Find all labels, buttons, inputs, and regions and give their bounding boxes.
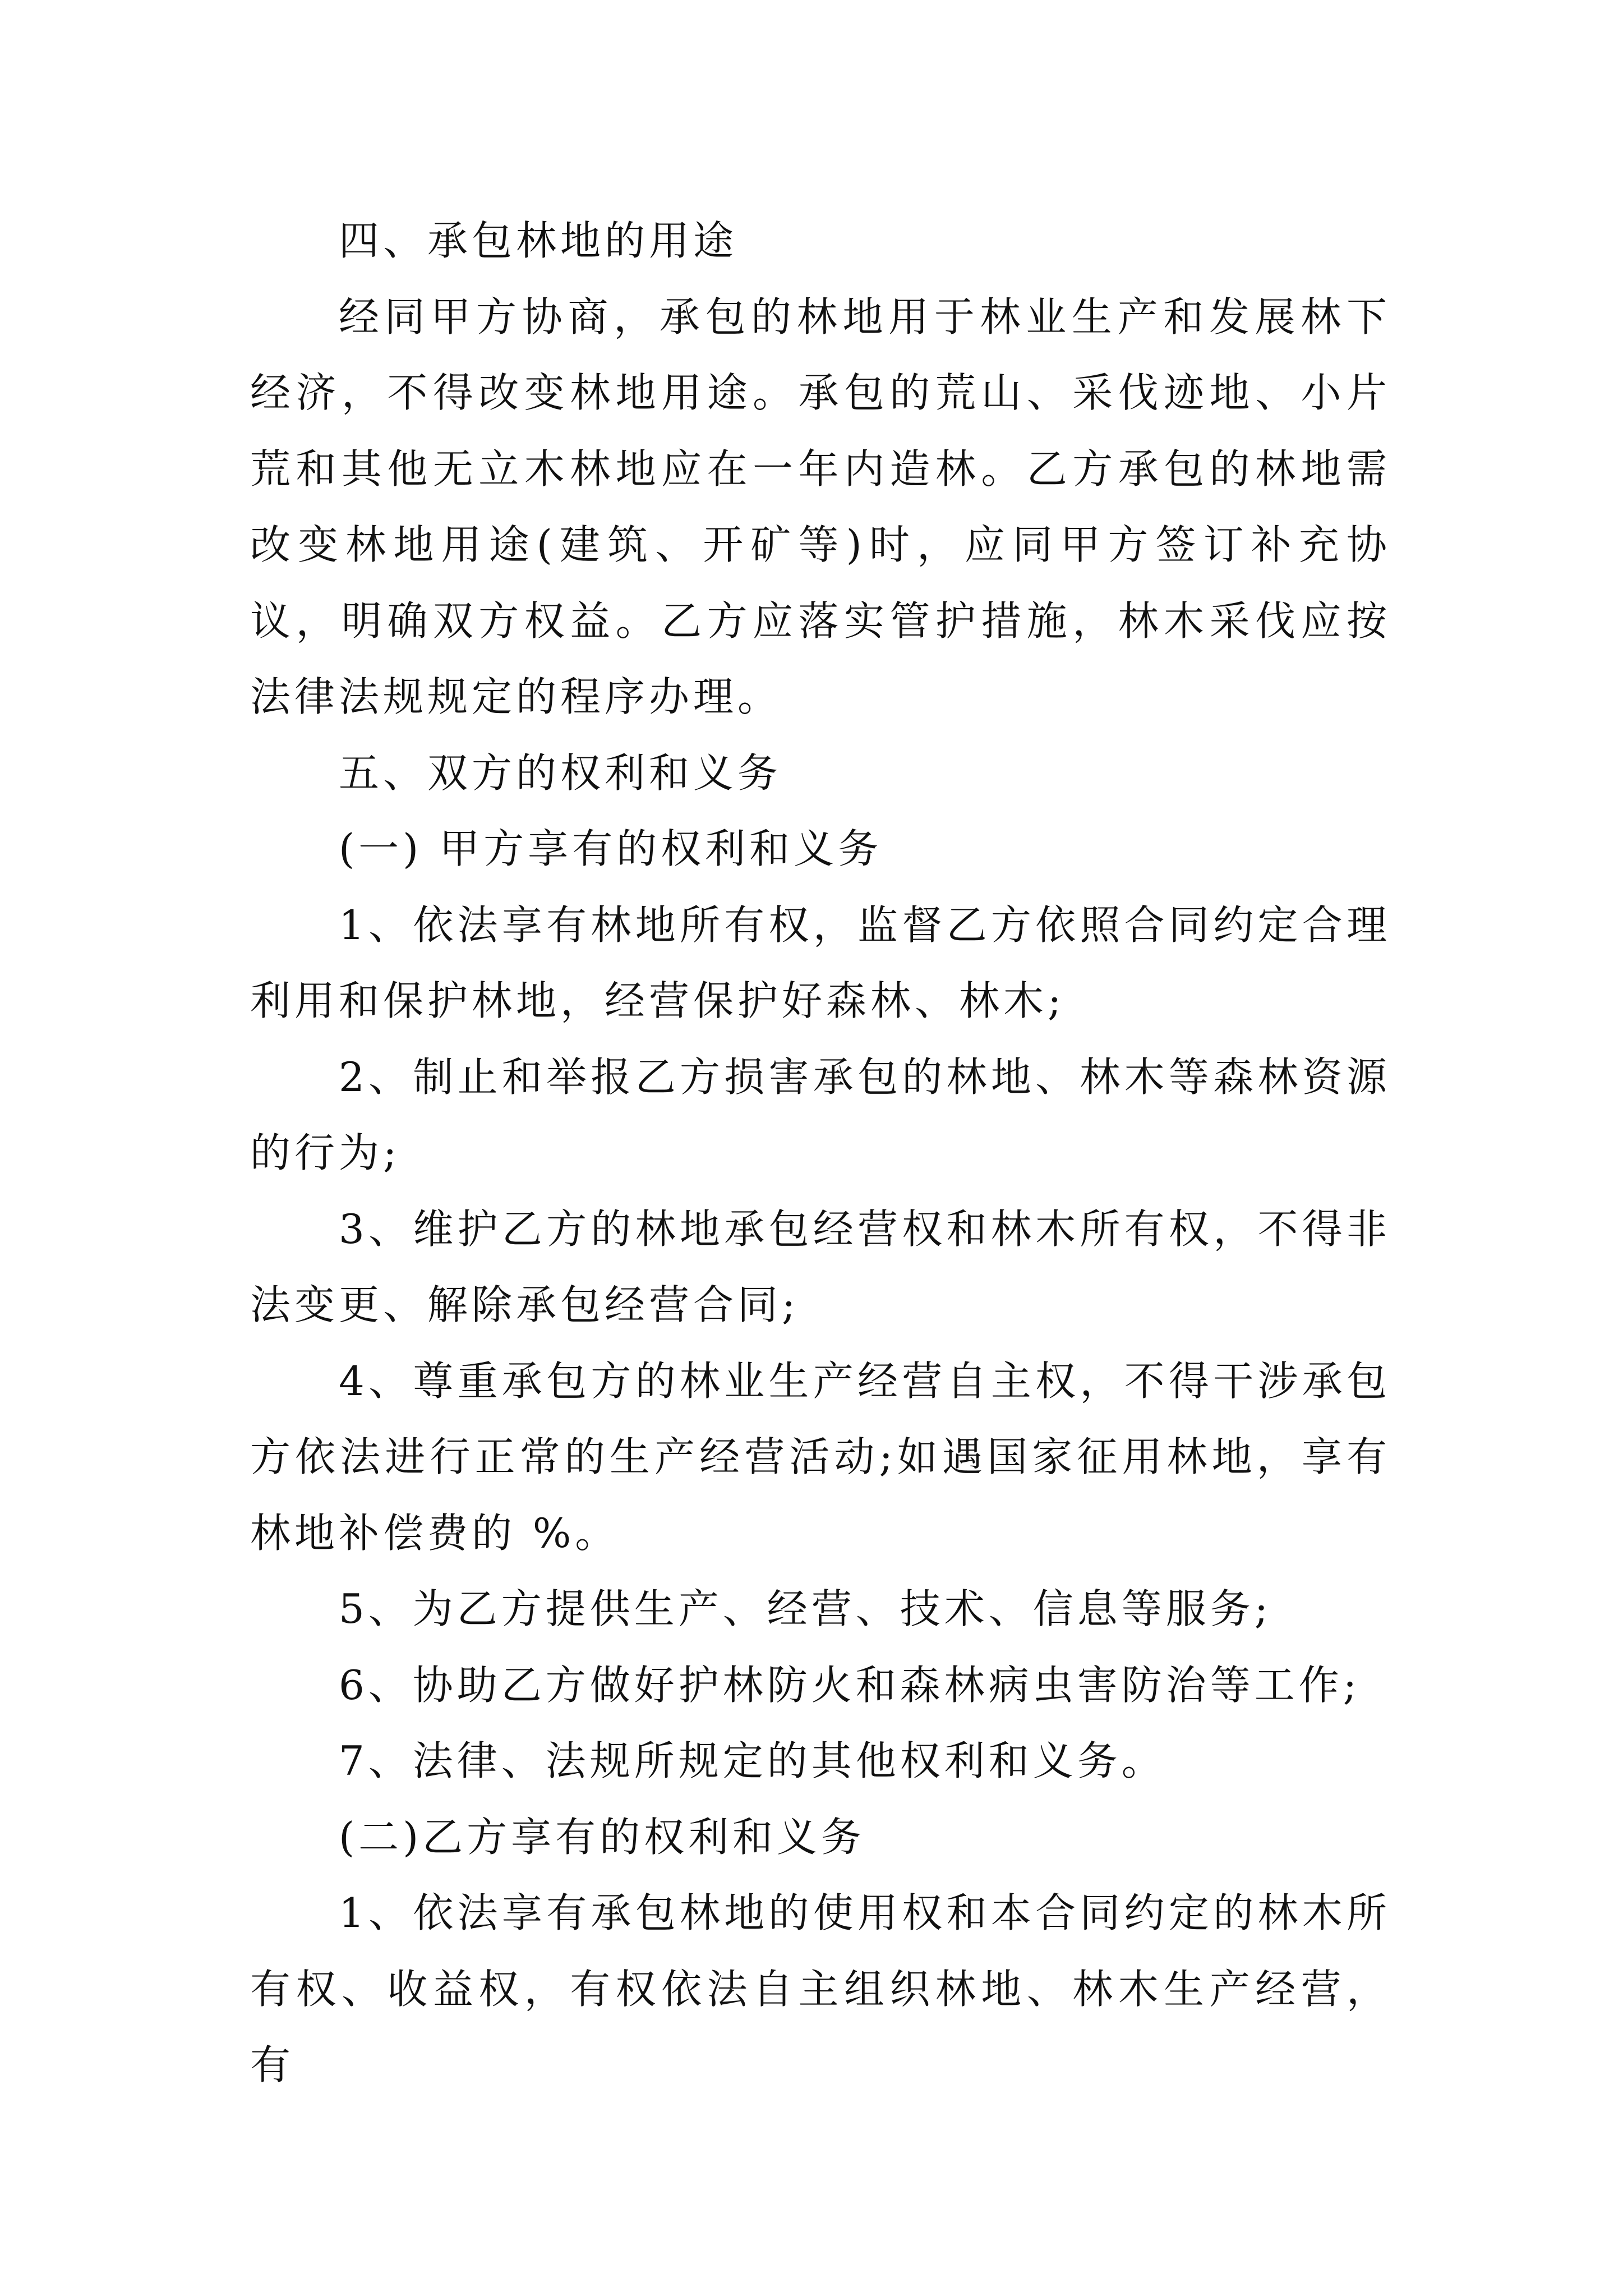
party-a-item-3: 3、维护乙方的林地承包经营权和林木所有权，不得非法变更、解除承包经营合同; (250, 1205, 1391, 1328)
subheading-party-a: (一) 甲方享有的权利和义务 (339, 825, 883, 872)
party-a-item-5: 5、为乙方提供生产、经营、技术、信息等服务; (339, 1585, 1272, 1632)
party-a-item-1: 1、依法享有林地所有权，监督乙方依照合同约定合理利用和保护林地，经营保护好森林、林木; (250, 901, 1391, 1024)
subheading-party-b: (二)乙方享有的权利和义务 (339, 1813, 866, 1861)
heading-rights-obligations: 五、双方的权利和义务 (339, 749, 782, 797)
party-a-item-2: 2、制止和举报乙方损害承包的林地、林木等森林资源的行为; (250, 1053, 1391, 1176)
party-b-item-1: 1、依法享有承包林地的使用权和本合同约定的林木所有权、收益权，有权依法自主组织林地、林木生产经营，有 (250, 1889, 1391, 2088)
document-body (250, 203, 1391, 2104)
party-a-item-4: 4、尊重承包方的林业生产经营自主权，不得干涉承包方依法进行正常的生产经营活动;如遇国家征用林地，享有林地补偿费的 %。 (250, 1357, 1391, 1557)
heading-land-use: 四、承包林地的用途 (339, 217, 738, 264)
paragraph-land-use: 经同甲方协商，承包的林地用于林业生产和发展林下经济，不得改变林地用途。承包的荒山、采伐迹地、小片荒和其他无立木林地应在一年内造林。乙方承包的林地需改变林地用途(建筑、开矿等)时，应同甲方签订补充协议，明确双方权益。乙方应落实管护措施，林木采伐应按法律法规规定的程序办理。 (250, 293, 1391, 720)
party-a-item-6: 6、协助乙方做好护林防火和森林病虫害防治等工作; (339, 1661, 1361, 1709)
party-a-item-7: 7、法律、法规所规定的其他权利和义务。 (339, 1737, 1166, 1784)
